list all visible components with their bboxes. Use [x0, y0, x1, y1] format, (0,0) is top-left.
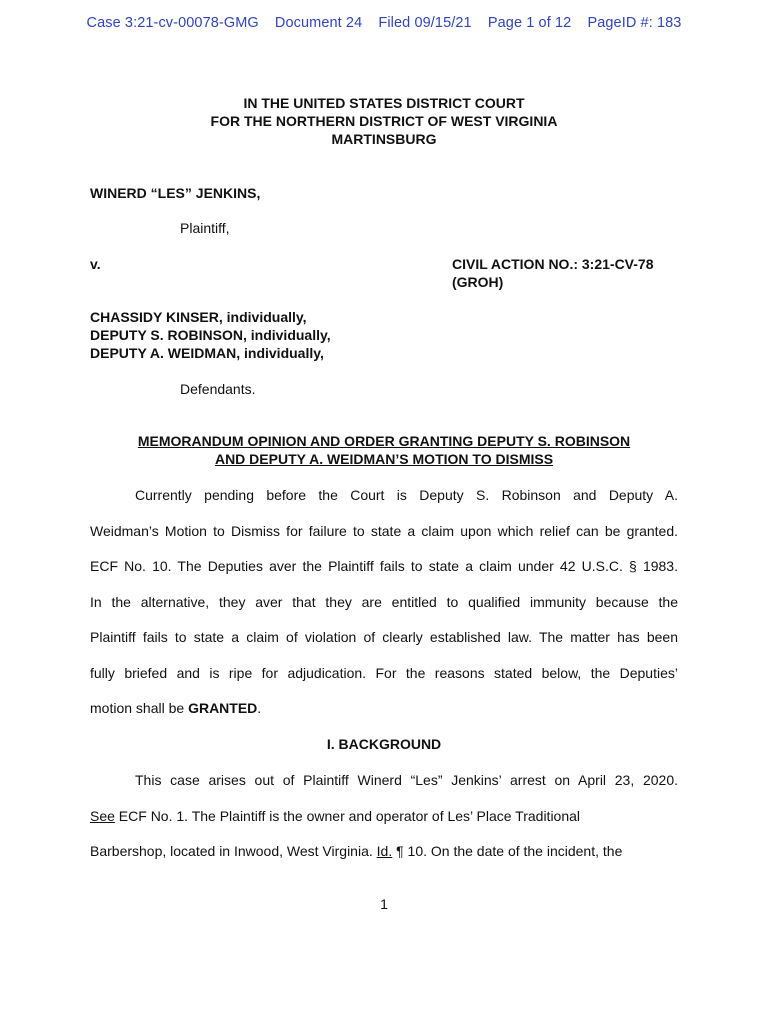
id-citation: Id. — [376, 843, 393, 859]
background-line-3: Barbershop, located in Inwood, West Virginia. Id. ¶ 10. On the date of the incident, the — [90, 843, 623, 859]
opinion-title-line-1: MEMORANDUM OPINION AND ORDER GRANTING DEPUTY S. ROBINSON — [137, 433, 631, 449]
intro-line-2: Weidman’s Motion to Dismiss for failure to state a claim upon which relief can be granted. — [90, 522, 678, 539]
intro-line-3: ECF No. 10. The Deputies aver the Plaintiff fails to state a claim under 42 U.S.C. § 1983. — [90, 558, 678, 574]
intro-line-6: fully briefed and is ripe for adjudication. For the reasons stated below, the Deputies’ — [90, 664, 678, 681]
section-heading-background: I. BACKGROUND — [326, 736, 442, 752]
page-id: PageID #: 183 — [587, 15, 682, 31]
intro-line-7: motion shall be GRANTED. — [90, 700, 262, 716]
defendant-1: CHASSIDY KINSER, individually, — [90, 309, 307, 325]
plaintiff-role: Plaintiff, — [180, 220, 230, 236]
defendant-3: DEPUTY A. WEIDMAN, individually, — [90, 345, 324, 361]
filed-date: Filed 09/15/21 — [378, 15, 472, 31]
defendant-role: Defendants. — [180, 381, 256, 397]
intro-line-4: In the alternative, they aver that they are entitled to qualified immunity because the — [90, 593, 678, 610]
intro-line-5: Plaintiff fails to state a claim of violation of clearly established law. The matter has been — [90, 629, 678, 645]
plaintiff-name: WINERD “LES” JENKINS, — [90, 185, 261, 201]
page-number: 1 — [380, 896, 388, 912]
filing-header — [0, 15, 768, 31]
background-line-1: This case arises out of Plaintiff Winerd “Les” Jenkins’ arrest on April 23, 2020. — [135, 772, 678, 788]
court-line-2: FOR THE NORTHERN DISTRICT OF WEST VIRGINIA — [210, 113, 558, 129]
opinion-title — [0, 432, 768, 468]
court-caption — [0, 94, 768, 148]
defendant-2: DEPUTY S. ROBINSON, individually, — [90, 327, 331, 343]
granted-text: GRANTED — [188, 700, 258, 716]
page-count: Page 1 of 12 — [487, 15, 572, 31]
document-number: Document 24 — [274, 15, 363, 31]
opinion-title-line-2: AND DEPUTY A. WEIDMAN’S MOTION TO DISMISS — [214, 451, 554, 467]
civil-action-number: CIVIL ACTION NO.: 3:21-CV-78 (GROH) — [452, 256, 654, 290]
case-number: Case 3:21-cv-00078-GMG — [86, 15, 259, 31]
versus: v. — [90, 256, 101, 272]
background-line-2: See ECF No. 1. The Plaintiff is the owner and operator of Les’ Place Traditional — [90, 807, 581, 824]
court-line-3: MARTINSBURG — [331, 131, 437, 147]
intro-line-1: Currently pending before the Court is Deputy S. Robinson and Deputy A. — [135, 487, 678, 503]
defendants-list — [90, 308, 331, 362]
intro-paragraph — [90, 486, 678, 735]
court-line-1: IN THE UNITED STATES DISTRICT COURT — [243, 95, 525, 111]
background-paragraph — [90, 771, 678, 878]
see-citation: See — [90, 807, 115, 824]
